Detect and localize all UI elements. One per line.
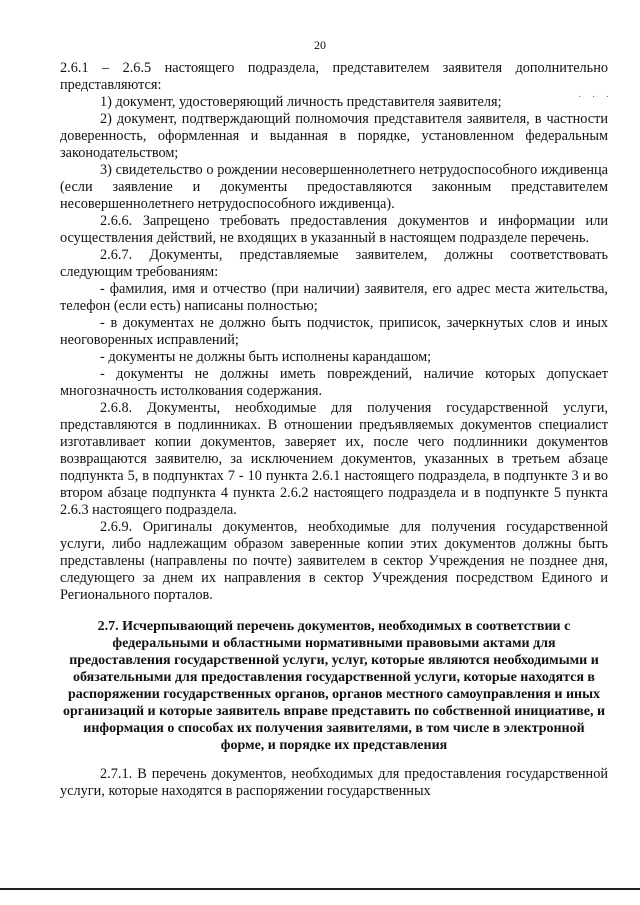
list-item-1: 1) документ, удостоверяющий личность представителя заявителя; [100, 94, 502, 110]
page-bottom-edge [0, 888, 640, 890]
requirement-item-4: - документы не должны иметь повреждений, наличие которых допускает многозначность истолкования содержания. [60, 366, 608, 399]
requirement-item-3: - документы не должны быть исполнены карандашом; [100, 349, 432, 365]
list-item-2: 2) документ, подтверждающий полномочия представителя заявителя, в частности доверенность, оформленная и выданная в порядке, установленном федеральным законодательством; [60, 111, 608, 161]
paragraph-2-6-7: 2.6.7. Документы, представляемые заявителем, должны соответствовать следующим требованиям: [60, 247, 608, 280]
paragraph-2-6-9: 2.6.9. Оригиналы документов, необходимые для получения государственной услуги, либо надлежащим образом заверенные копии этих документов должны быть представлены (направлены по почте) заявителем в сектор Учреждения не позднее дня, следующего за днем их направления в сектор Учреждения посредством Единого и Регионального порталов. [60, 519, 608, 603]
paragraph-2-7-1: 2.7.1. В перечень документов, необходимых для предоставления государственной услуги, которые находятся в распоряжении государственных [60, 766, 608, 799]
list-item-3: 3) свидетельство о рождении несовершеннолетнего нетрудоспособного иждивенца (если заявление и документы предоставляются законным представителем несовершеннолетнего нетрудоспособного иждивенца). [60, 162, 608, 212]
requirement-item-2: - в документах не должно быть подчисток, приписок, зачеркнутых слов и иных неоговоренных исправлений; [60, 315, 608, 348]
requirement-item-1: - фамилия, имя и отчество (при наличии) заявителя, его адрес места жительства, телефон (если есть) написаны полностью; [60, 281, 608, 314]
page-number: 20 [314, 38, 326, 52]
section-heading-2-7: 2.7. Исчерпывающий перечень документов, необходимых в соответствии с федеральными и областными нормативными правовыми актами для предоставления государственной услуги, услуг, которые являются необходимыми и обязательными для предоставления государственной услуги, которые находятся в распоряжении государственных органов, органов местного самоуправления и иных организаций и которые заявитель вправе представить по собственной инициативе, и информация о способах их получения заявителями, в том числе в электронной форме, и порядке их представления [62, 619, 606, 753]
paragraph-2-6-6: 2.6.6. Запрещено требовать предоставления документов и информации или осуществления действий, не входящих в указанный в настоящем подразделе перечень. [60, 213, 608, 246]
scan-marks: · · · [578, 92, 613, 103]
paragraph-continuation: 2.6.1 – 2.6.5 настоящего подраздела, представителем заявителя дополнительно представляются: [60, 60, 608, 93]
paragraph-2-6-8: 2.6.8. Документы, необходимые для получения государственной услуги, представляются в подлинниках. В отношении предъявляемых документов специалист изготавливает копии документов, заверяет их, после чего подлинники документов возвращаются заявителю, за исключением документов, указанных в третьем абзаце подпункта 5, в подпунктах 7 - 10 пункта 2.6.1 настоящего подраздела, в подпункте 3 и во втором абзаце подпункта 4 пункта 2.6.2 настоящего подраздела и в подпункте 5 пункта 2.6.3 настоящего подраздела. [60, 400, 608, 518]
document-body [60, 60, 608, 800]
